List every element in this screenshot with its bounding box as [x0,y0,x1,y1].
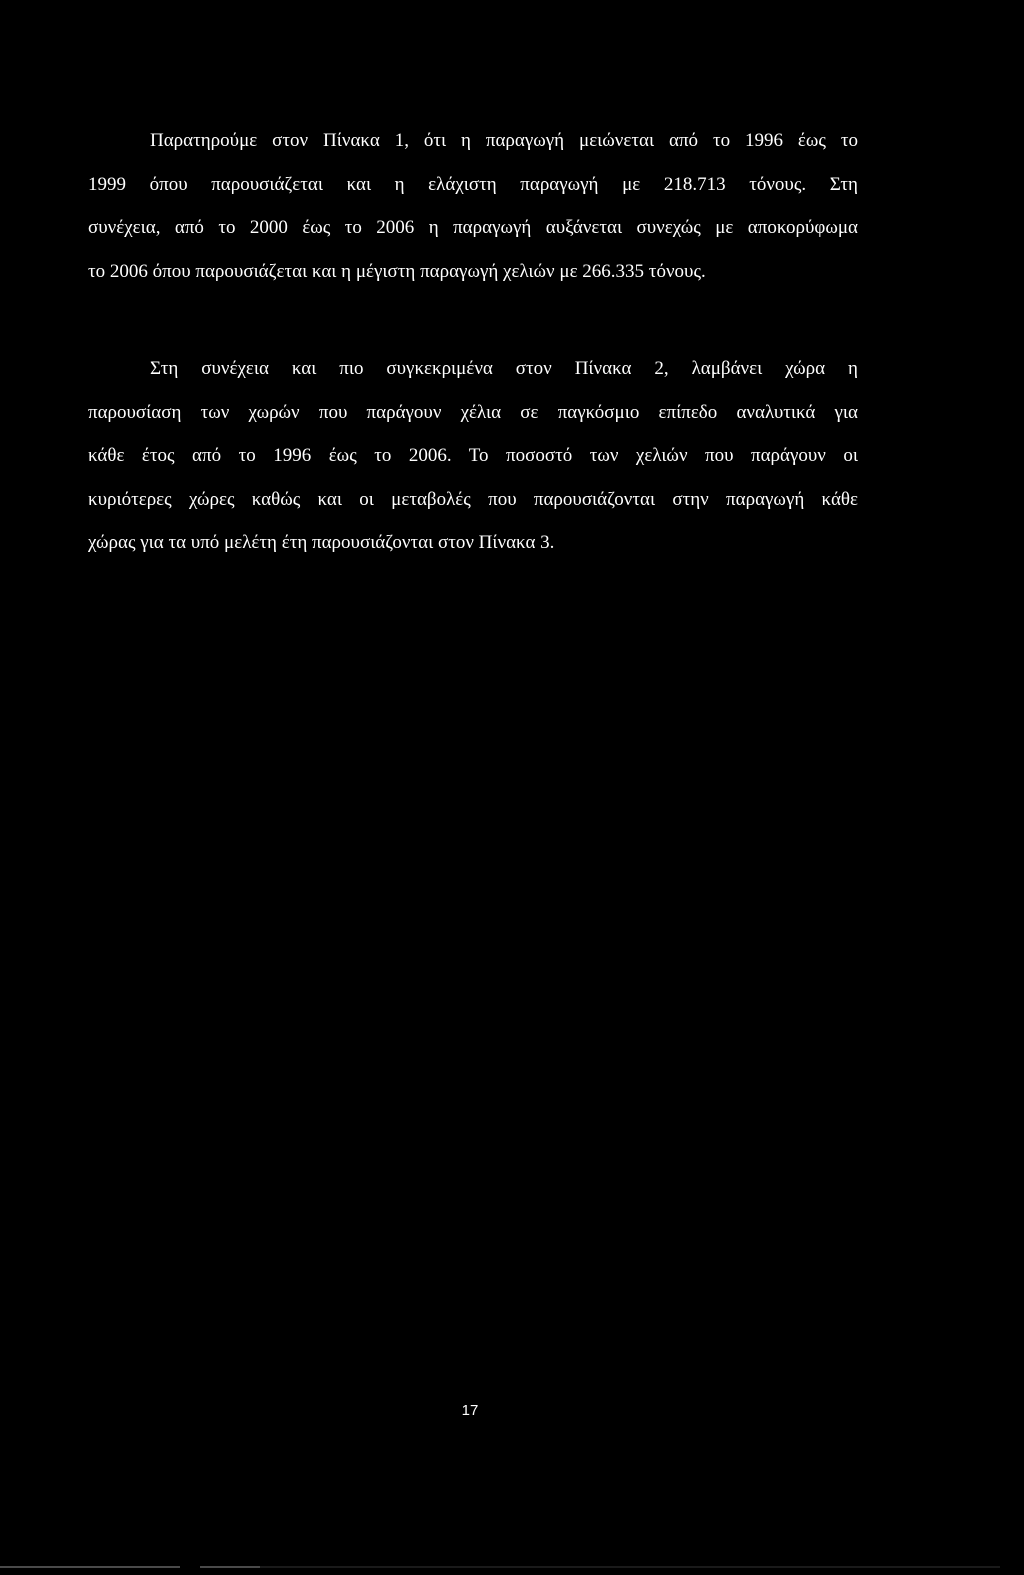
paragraph-2-line-1: Στη συνέχεια και πιο συγκεκριμένα στον Πίνακα 2, λαμβάνει χώρα η [150,358,858,379]
footer-rule-gap [180,1566,200,1568]
paragraph-1-line-2: 1999 όπου παρουσιάζεται και η ελάχιστη παραγωγή με 218.713 τόνους. Στη [88,173,858,195]
paragraph-2-line-2: παρουσίαση των χωρών που παράγουν χέλια σε παγκόσμιο επίπεδο αναλυτικά για [88,401,858,423]
paragraph-1 [88,119,858,293]
footer-rule-segment [200,1566,260,1568]
footer-rule-segment [260,1566,1000,1568]
paragraph-1-line-1: Παρατηρούμε στον Πίνακα 1, ότι η παραγωγή μειώνεται από το 1996 έως το [150,130,858,151]
paragraph-1-line-3: συνέχεια, από το 2000 έως το 2006 η παραγωγή αυξάνεται συνεχώς με αποκορύφωμα [88,217,858,238]
paragraph-2 [88,347,858,565]
footer-rule-segment [0,1566,180,1568]
page-number: 17 [461,1402,479,1419]
paragraph-2-line-3: κάθε έτος από το 1996 έως το 2006. Το ποσοστό των χελιών που παράγουν οι [88,445,858,466]
paragraph-2-line-4: κυριότερες χώρες καθώς και οι μεταβολές που παρουσιάζονται στην παραγωγή κάθε [88,488,858,510]
paragraph-2-line-5: χώρας για τα υπό μελέτη έτη παρουσιάζονται στον Πίνακα 3. [88,532,555,553]
paragraph-1-line-4: το 2006 όπου παρουσιάζεται και η μέγιστη παραγωγή χελιών με 266.335 τόνους. [88,260,706,282]
footer-rule [0,1566,1000,1568]
